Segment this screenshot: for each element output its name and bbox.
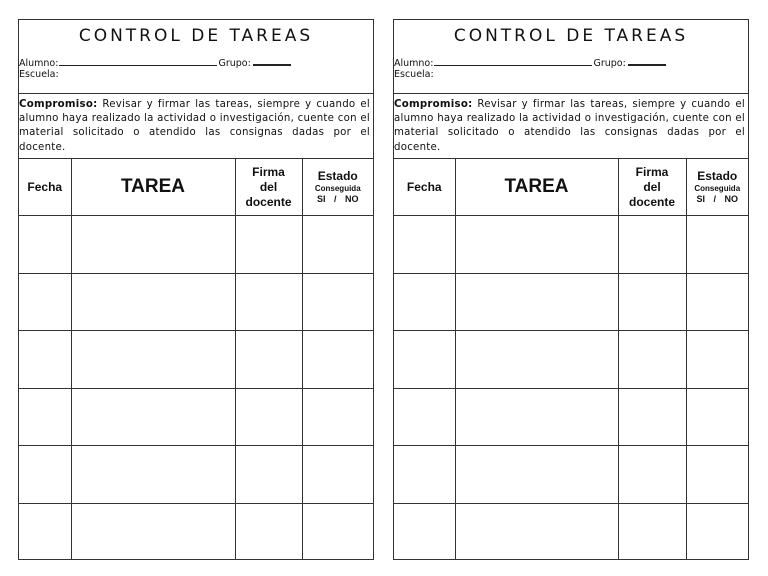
estado-cell[interactable] [302,273,373,331]
conseguida-label: Conseguida [314,183,361,193]
fecha-cell[interactable] [19,503,71,560]
column-header-estado [302,159,373,216]
fecha-cell[interactable] [394,446,455,504]
alumno-field-line [59,57,217,66]
fecha-cell[interactable] [394,216,455,274]
fecha-cell[interactable] [394,388,455,446]
fecha-cell[interactable] [19,446,71,504]
tarea-cell[interactable] [71,446,235,504]
tarea-cell[interactable] [455,503,618,560]
column-header-fecha: Fecha [394,159,455,216]
firma-cell[interactable] [618,446,686,504]
tarea-cell[interactable] [71,388,235,446]
table-row [19,216,373,274]
fecha-cell[interactable] [19,273,71,331]
estado-cell[interactable] [302,216,373,274]
estado-cell[interactable] [686,331,748,389]
estado-cell[interactable] [686,273,748,331]
fecha-cell[interactable] [19,388,71,446]
table-row [394,331,748,389]
firma-cell[interactable] [618,273,686,331]
fecha-cell[interactable] [19,331,71,389]
column-header-firma [618,159,686,216]
grupo-label: Grupo: [593,58,626,69]
tarea-cell[interactable] [455,273,618,331]
table-row [19,503,373,560]
fecha-cell[interactable] [394,503,455,560]
tarea-cell[interactable] [455,446,618,504]
table-row [394,503,748,560]
escuela-label: Escuela: [394,69,434,80]
table-row [19,446,373,504]
compromiso-label: Compromiso: [394,99,473,110]
column-header-tarea: TAREA [455,159,618,216]
si-no-label: SI / NO [316,193,359,204]
fecha-cell[interactable] [19,216,71,274]
escuela-row [394,69,434,80]
fecha-cell[interactable] [394,273,455,331]
table-row [394,388,748,446]
firma-cell[interactable] [618,331,686,389]
compromiso-section [394,94,748,159]
si-no-label: SI / NO [696,193,738,204]
table-row [394,446,748,504]
grupo-field-line [628,56,666,66]
tarea-cell[interactable] [455,388,618,446]
firma-line-1: Firma [252,164,285,179]
firma-cell[interactable] [235,216,302,274]
firma-cell[interactable] [235,503,302,560]
table-header-row [19,159,373,216]
table-row [394,216,748,274]
alumno-grupo-row [19,56,291,69]
task-control-card-right [393,19,749,560]
card-header [394,20,748,94]
tarea-cell[interactable] [71,331,235,389]
conseguida-label: Conseguida [694,183,741,193]
firma-cell[interactable] [235,446,302,504]
table-header-row [394,159,748,216]
estado-cell[interactable] [302,388,373,446]
estado-label: Estado [697,168,738,183]
table-row [394,273,748,331]
firma-cell[interactable] [235,331,302,389]
firma-cell[interactable] [618,388,686,446]
firma-cell[interactable] [235,273,302,331]
tarea-cell[interactable] [71,503,235,560]
card-title: CONTROL DE TAREAS [453,26,689,46]
card-header [19,20,373,94]
tarea-cell[interactable] [71,216,235,274]
compromiso-section [19,94,373,159]
escuela-label: Escuela: [19,69,59,80]
tarea-cell[interactable] [455,331,618,389]
estado-cell[interactable] [686,503,748,560]
tarea-cell[interactable] [455,216,618,274]
firma-line-2: del [643,179,661,194]
firma-line-1: Firma [635,164,669,179]
tarea-cell[interactable] [71,273,235,331]
fecha-cell[interactable] [394,331,455,389]
estado-cell[interactable] [686,446,748,504]
firma-cell[interactable] [618,216,686,274]
tasks-table [394,159,748,560]
compromiso-text: Revisar y firmar las tareas, siempre y cuando el alumno haya realizado la actividad o investigación, cuente con el material solicitado o atendido las consignas dadas por el docente. [394,99,745,153]
estado-label: Estado [317,168,358,183]
firma-cell[interactable] [618,503,686,560]
compromiso-label: Compromiso: [19,99,98,110]
grupo-label: Grupo: [218,58,251,69]
column-header-fecha: Fecha [19,159,71,216]
firma-line-3: docente [245,194,292,209]
escuela-row [19,69,59,80]
estado-cell[interactable] [302,503,373,560]
estado-cell[interactable] [686,388,748,446]
tasks-table [19,159,373,560]
firma-line-3: docente [628,194,675,209]
estado-cell[interactable] [302,446,373,504]
alumno-label: Alumno: [394,58,434,69]
alumno-label: Alumno: [19,58,59,69]
table-row [19,273,373,331]
firma-cell[interactable] [235,388,302,446]
alumno-grupo-row [394,56,666,69]
compromiso-text: Revisar y firmar las tareas, siempre y cuando el alumno haya realizado la actividad o investigación, cuente con el material solicitado o atendido las consignas dadas por el docente. [19,99,370,153]
table-row [19,331,373,389]
column-header-tarea: TAREA [71,159,235,216]
grupo-field-line [253,56,291,66]
task-control-card-left [18,19,374,560]
estado-cell[interactable] [302,331,373,389]
estado-cell[interactable] [686,216,748,274]
column-header-estado [686,159,748,216]
column-header-firma [235,159,302,216]
alumno-field-line [434,57,592,66]
card-title: CONTROL DE TAREAS [78,26,314,46]
firma-line-2: del [259,179,278,194]
table-row [19,388,373,446]
